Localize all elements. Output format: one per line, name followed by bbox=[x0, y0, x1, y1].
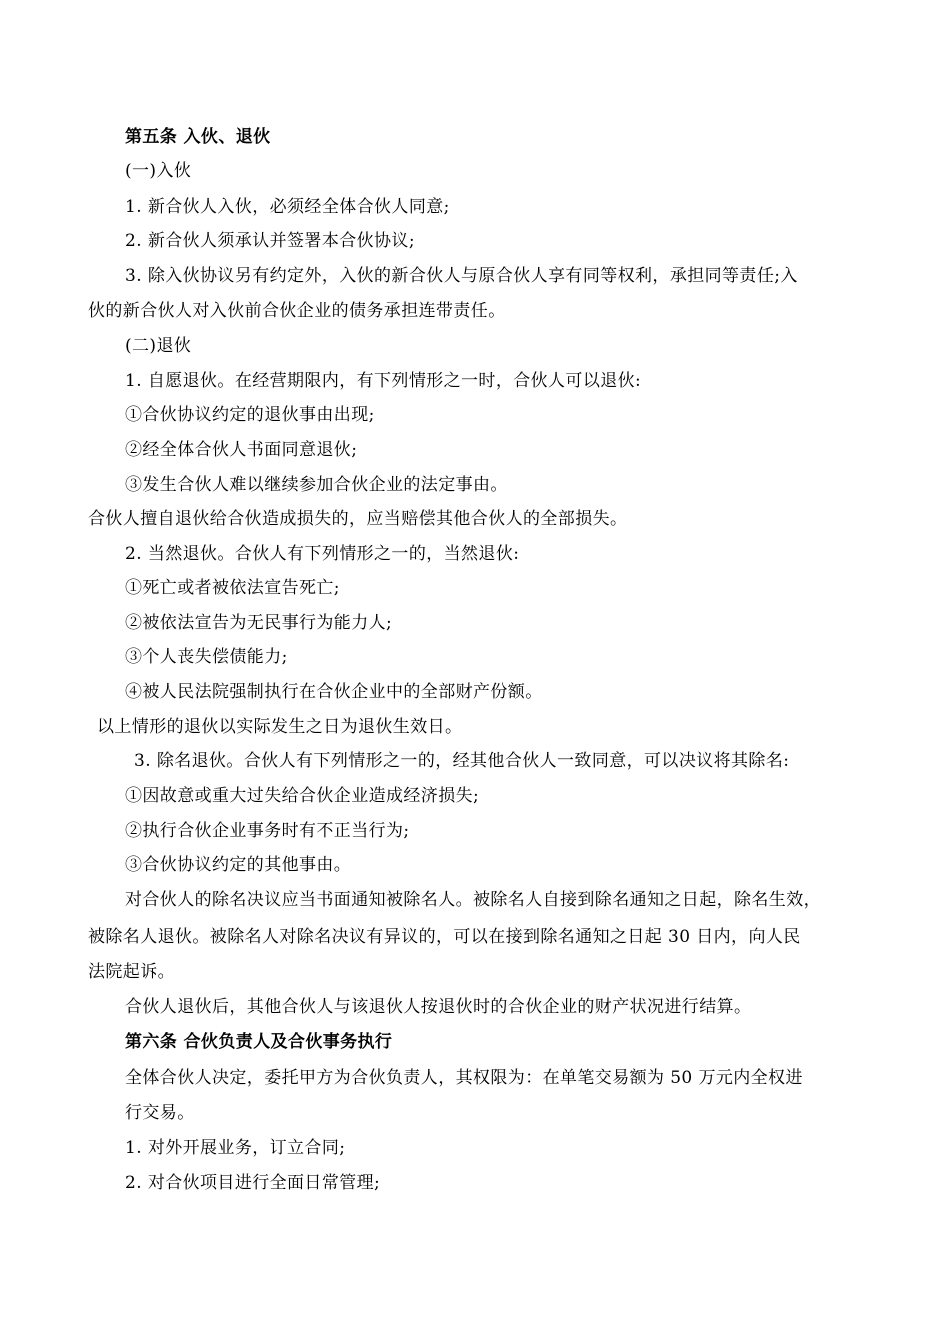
paragraph-line: 2. 当然退伙。合伙人有下列情形之一的，当然退伙: bbox=[125, 544, 520, 564]
list-item: 2. 对合伙项目进行全面日常管理; bbox=[125, 1173, 381, 1193]
section-heading-5: 第五条 入伙、退伙 bbox=[125, 127, 271, 147]
section-heading-6: 第六条 合伙负责人及合伙事务执行 bbox=[125, 1032, 393, 1052]
paragraph-line: 以上情形的退伙以实际发生之日为退伙生效日。 bbox=[97, 717, 463, 737]
list-item: ③发生合伙人难以继续参加合伙企业的法定事由。 bbox=[125, 475, 508, 495]
paragraph-line: 全体合伙人决定，委托甲方为合伙负责人，其权限为：在单笔交易额为 50 万元内全权进 bbox=[125, 1068, 803, 1088]
list-item: ③合伙协议约定的其他事由。 bbox=[125, 855, 352, 875]
list-item: ①合伙协议约定的退伙事由出现; bbox=[125, 405, 375, 425]
paragraph-line: 1. 新合伙人入伙，必须经全体合伙人同意; bbox=[125, 197, 450, 217]
list-item: 1. 对外开展业务，订立合同; bbox=[125, 1138, 346, 1158]
paragraph-line: 法院起诉。 bbox=[88, 962, 175, 982]
list-item: ①因故意或重大过失给合伙企业造成经济损失; bbox=[125, 786, 480, 806]
paragraph-line: 伙的新合伙人对入伙前合伙企业的债务承担连带责任。 bbox=[88, 301, 506, 321]
paragraph-line: 2. 新合伙人须承认并签署本合伙协议; bbox=[125, 231, 415, 251]
paragraph-line: 3. 除入伙协议另有约定外，入伙的新合伙人与原合伙人享有同等权利，承担同等责任;入 bbox=[125, 266, 798, 286]
subsection-heading-withdraw: (二)退伙 bbox=[125, 336, 192, 356]
list-item: ④被人民法院强制执行在合伙企业中的全部财产份额。 bbox=[125, 682, 543, 702]
paragraph-line: 行交易。 bbox=[125, 1103, 195, 1123]
paragraph-line: 被除名人退伙。被除名人对除名决议有异议的，可以在接到除名通知之日起 30 日内，向人民 bbox=[88, 927, 801, 947]
list-item: ①死亡或者被依法宣告死亡; bbox=[125, 578, 340, 598]
subsection-heading-join: (一)入伙 bbox=[125, 161, 192, 181]
list-item: ③个人丧失偿债能力; bbox=[125, 647, 288, 667]
paragraph-line: 3. 除名退伙。合伙人有下列情形之一的，经其他合伙人一致同意，可以决议将其除名: bbox=[134, 751, 790, 771]
paragraph-line: 1. 自愿退伙。在经营期限内，有下列情形之一时，合伙人可以退伙: bbox=[125, 371, 642, 391]
paragraph-line: 合伙人退伙后，其他合伙人与该退伙人按退伙时的合伙企业的财产状况进行结算。 bbox=[125, 997, 752, 1017]
list-item: ②被依法宣告为无民事行为能力人; bbox=[125, 613, 393, 633]
paragraph-line: 合伙人擅自退伙给合伙造成损失的，应当赔偿其他合伙人的全部损失。 bbox=[88, 509, 628, 529]
list-item: ②经全体合伙人书面同意退伙; bbox=[125, 440, 358, 460]
list-item: ②执行合伙企业事务时有不正当行为; bbox=[125, 821, 410, 841]
paragraph-line: 对合伙人的除名决议应当书面通知被除名人。被除名人自接到除名通知之日起，除名生效， bbox=[125, 890, 821, 910]
